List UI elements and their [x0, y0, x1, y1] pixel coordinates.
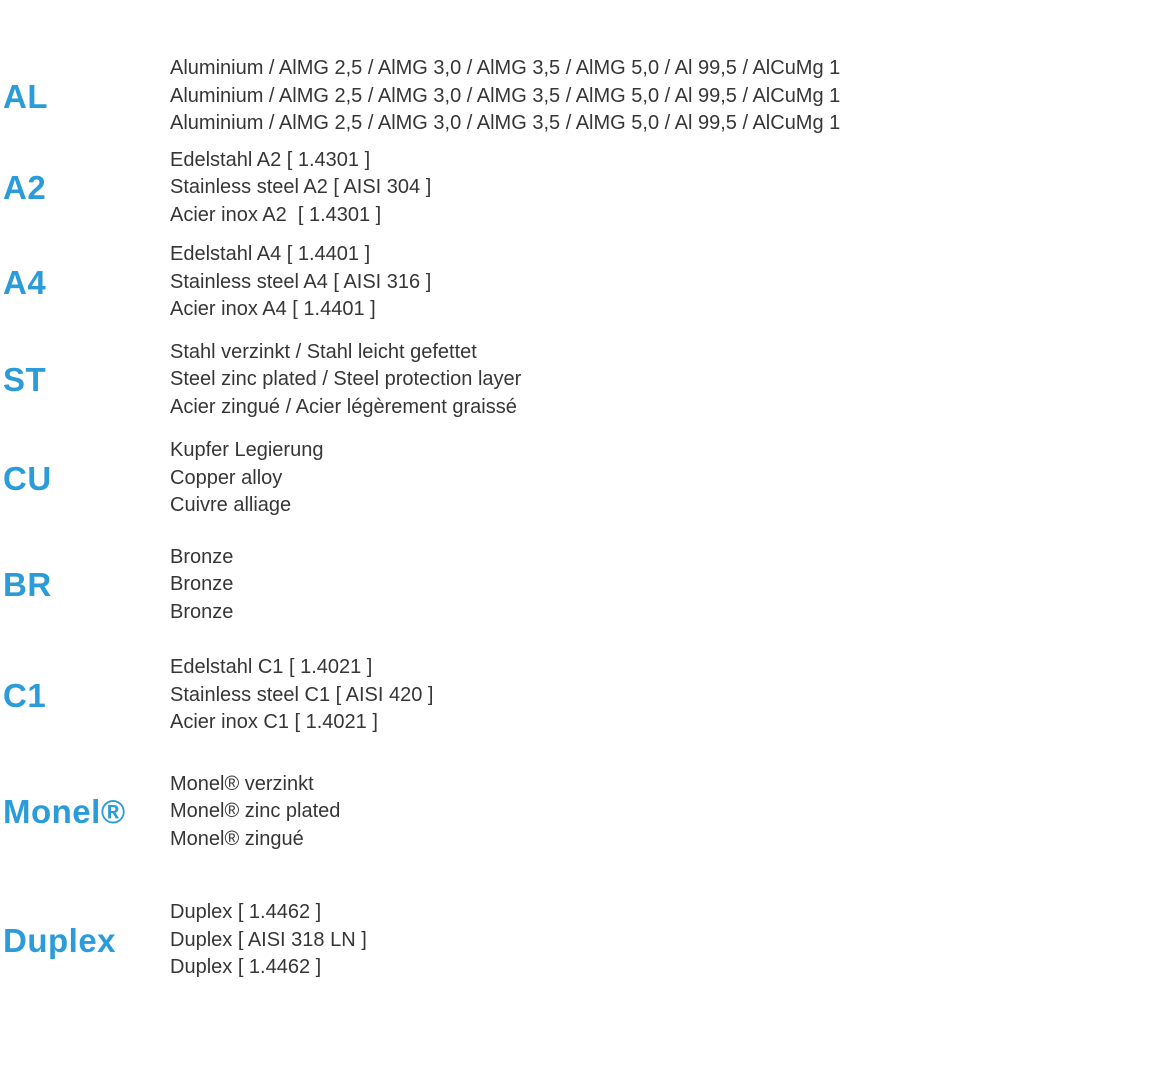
material-desc-fr: Aluminium / AlMG 2,5 / AlMG 3,0 / AlMG 3,5 / AlMG 5,0 / Al 99,5 / AlCuMg 1 [170, 112, 841, 134]
material-code: CU [3, 459, 52, 497]
material-desc-fr: Acier inox C1 [ 1.4021 ] [170, 711, 378, 733]
material-desc-fr: Acier inox A4 [ 1.4401 ] [170, 298, 376, 320]
material-descriptions [170, 654, 1160, 737]
material-descriptions [170, 437, 1160, 520]
material-desc-fr: Monel® zingué [170, 827, 304, 850]
material-desc-fr: Acier zingué / Acier légèrement graissé [170, 395, 517, 418]
material-desc-en: Copper alloy [170, 466, 283, 489]
material-descriptions [170, 55, 1160, 138]
material-code: A4 [3, 263, 47, 301]
material-desc-en: Bronze [170, 573, 234, 595]
material-desc-fr: Acier inox A2 [ 1.4301 ] [170, 203, 382, 226]
material-desc-fr: Bronze [170, 600, 234, 623]
material-row-al [3, 55, 1160, 138]
material-row-cu [3, 437, 1160, 520]
material-row-monel [3, 771, 1160, 854]
material-row-br [3, 544, 1160, 627]
material-code: Monel® [3, 793, 126, 831]
material-descriptions [170, 339, 1160, 422]
material-code: A2 [3, 169, 47, 207]
material-desc-en: Duplex [ AISI 318 LN ] [170, 928, 367, 951]
material-row-a4 [3, 241, 1160, 324]
material-code: ST [3, 361, 47, 399]
material-row-st [3, 339, 1160, 422]
material-desc-de: Aluminium / AlMG 2,5 / AlMG 3,0 / AlMG 3,5 / AlMG 5,0 / Al 99,5 / AlCuMg 1 [170, 57, 841, 79]
material-desc-en: Monel® zinc plated [170, 800, 341, 822]
material-desc-en: Stainless steel A2 [ AISI 304 ] [170, 176, 432, 198]
material-desc-de: Edelstahl C1 [ 1.4021 ] [170, 656, 373, 678]
material-descriptions [170, 241, 1160, 324]
material-descriptions [170, 544, 1160, 627]
material-desc-en: Aluminium / AlMG 2,5 / AlMG 3,0 / AlMG 3,5 / AlMG 5,0 / Al 99,5 / AlCuMg 1 [170, 84, 841, 107]
material-desc-fr: Cuivre alliage [170, 494, 292, 516]
material-code: AL [3, 77, 48, 115]
material-desc-en: Stainless steel C1 [ AISI 420 ] [170, 683, 434, 706]
material-desc-de: Monel® verzinkt [170, 772, 314, 795]
material-desc-de: Duplex [ 1.4462 ] [170, 901, 322, 923]
material-row-a2 [3, 147, 1160, 230]
material-desc-de: Bronze [170, 545, 234, 568]
material-descriptions [170, 771, 1160, 854]
material-code: BR [3, 566, 52, 604]
material-desc-en: Steel zinc plated / Steel protection layer [170, 368, 522, 390]
material-code: Duplex [3, 921, 117, 959]
material-row-c1 [3, 654, 1160, 737]
material-row-duplex [3, 899, 1160, 982]
material-desc-de: Edelstahl A2 [ 1.4301 ] [170, 148, 371, 171]
material-desc-de: Kupfer Legierung [170, 439, 324, 461]
material-desc-en: Stainless steel A4 [ AISI 316 ] [170, 270, 432, 293]
material-desc-de: Edelstahl A4 [ 1.4401 ] [170, 243, 371, 265]
material-descriptions [170, 147, 1160, 230]
material-desc-de: Stahl verzinkt / Stahl leicht gefettet [170, 340, 477, 363]
material-desc-fr: Duplex [ 1.4462 ] [170, 956, 322, 978]
material-descriptions [170, 899, 1160, 982]
material-code: C1 [3, 676, 47, 714]
